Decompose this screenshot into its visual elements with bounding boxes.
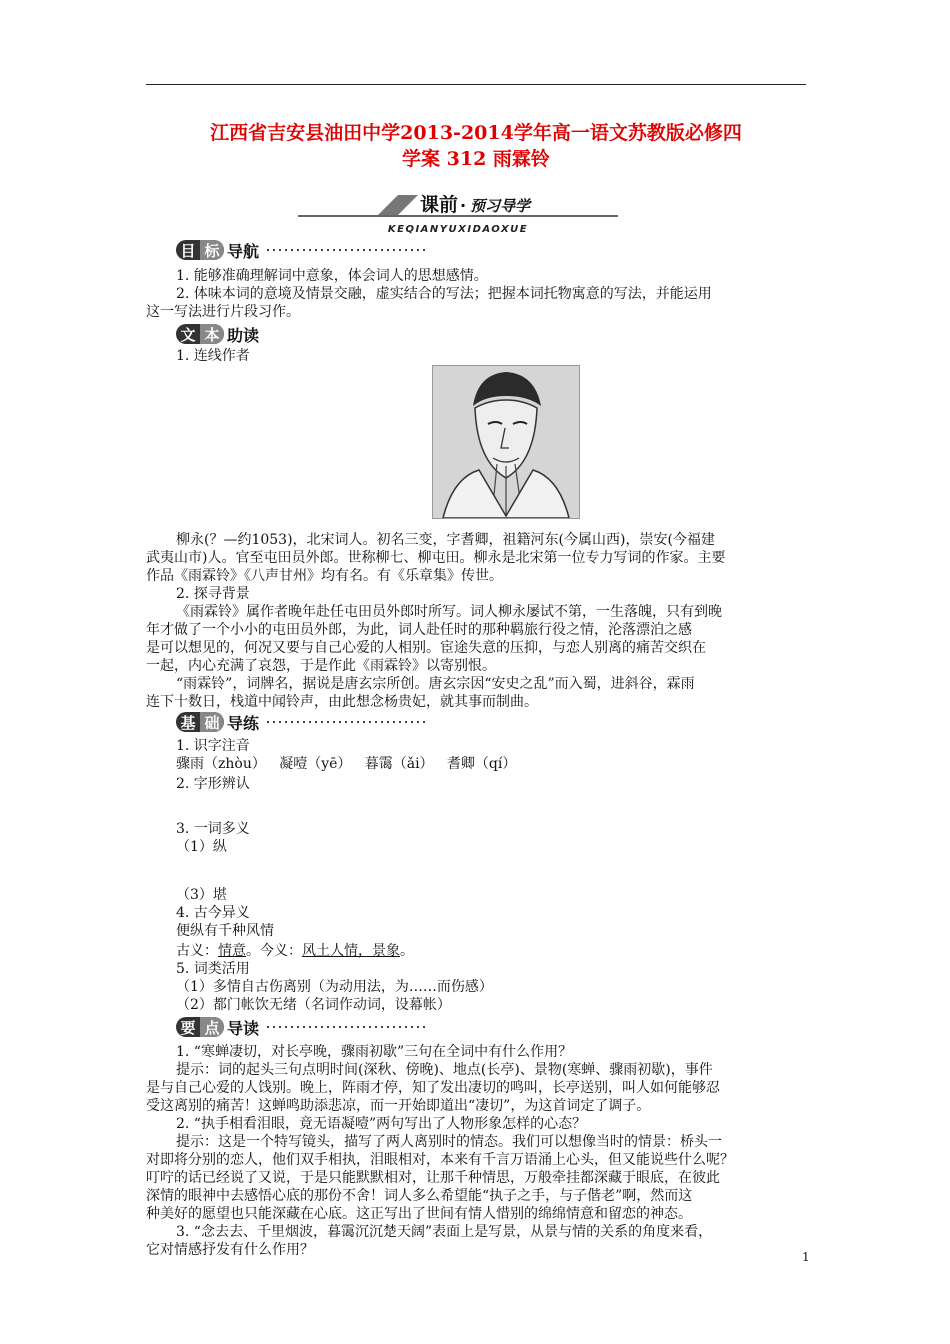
banner-dot: · bbox=[460, 196, 467, 215]
jin-label: 。今义： bbox=[246, 943, 302, 959]
basics-c2: （2）都门帐饮无绪（名词作动词，设幕帐） bbox=[176, 997, 451, 1013]
section-header-jichu bbox=[176, 711, 425, 733]
section-char: 文 bbox=[180, 325, 196, 344]
background-line-1: 《雨霖铃》属作者晚年赴任屯田员外郎时所写。词人柳永屡试不第，一生落魄，只有到晚 bbox=[176, 604, 722, 620]
background-line-4: 一起，内心充满了哀怨，于是作此《雨霖铃》以寄别恨。 bbox=[146, 658, 496, 674]
a2-line-2: 对即将分别的恋人，他们双手相执，泪眼相对，本来有千言万语涌上心头，但又能说些什么呢？ bbox=[146, 1152, 734, 1168]
background-line-2: 年才做了一个小小的屯田员外郎，为此，词人赴任时的那种羁旅行役之情，沦落漂泊之感 bbox=[146, 622, 692, 638]
preview-banner bbox=[298, 193, 618, 217]
basics-h5: 5. 词类活用 bbox=[176, 961, 250, 977]
section-header-yaodian bbox=[176, 1016, 425, 1038]
liu-yong-portrait bbox=[432, 365, 580, 519]
banner-pinyin: KEQIANYUXIDAOXUE bbox=[387, 224, 529, 235]
jin-value: 风土人情，景象 bbox=[302, 943, 400, 959]
document-title-line1: 江西省吉安县油田中学2013-2014学年高一语文苏教版必修四 bbox=[210, 122, 742, 144]
text-h2: 2. 探寻背景 bbox=[176, 586, 250, 602]
top-rule bbox=[146, 84, 806, 85]
section-char: 本 bbox=[200, 324, 224, 344]
section-title: 导读 bbox=[227, 1018, 260, 1038]
author-line-3: 作品《雨霖铃》《八声甘州》均有名。有《乐章集》传世。 bbox=[146, 568, 503, 584]
section-title: 助读 bbox=[227, 325, 260, 345]
goal-2b: 这一写法进行片段习作。 bbox=[146, 304, 300, 320]
author-line-2: 武夷山市)人。官至屯田员外郎。世称柳七、柳屯田。柳永是北宋第一位专力写词的作家。主要 bbox=[146, 550, 726, 566]
q3-line-2: 它对情感抒发有什么作用？ bbox=[146, 1242, 314, 1258]
a2-line-5: 种美好的愿望也只能深藏在心底。这正写出了世间有情人惜别的绵绵情意和留恋的神态。 bbox=[146, 1206, 692, 1222]
a1-line-1: 提示：词的起头三句点明时间(深秋、傍晚)、地点(长亭)、景物(寒蝉、骤雨初歇)，事件 bbox=[176, 1062, 713, 1078]
section-char: 标 bbox=[200, 240, 224, 260]
a1-line-3: 受这离别的痛苦！这蝉鸣助添悲凉，而一开始即道出“凄切”，为这首词定了调子。 bbox=[146, 1098, 651, 1114]
gujin-line bbox=[176, 942, 841, 961]
banner-sub: 预习导学 bbox=[470, 197, 531, 215]
section-char: 要 bbox=[180, 1018, 196, 1037]
basics-h1: 1. 识字注音 bbox=[176, 738, 250, 754]
gu-value: 情意 bbox=[218, 943, 246, 959]
basics-z1: （1）纵 bbox=[176, 839, 227, 855]
text-h1: 1. 连线作者 bbox=[176, 348, 250, 364]
gu-label: 古义： bbox=[176, 943, 218, 959]
dotted-divider bbox=[265, 718, 425, 726]
basics-h4: 4. 古今异义 bbox=[176, 905, 250, 921]
dotted-divider bbox=[265, 1023, 425, 1031]
section-title: 导航 bbox=[227, 241, 260, 261]
basics-c1: （1）多情自古伤离别（为动用法，为……而伤感） bbox=[176, 979, 493, 995]
author-line-1: 柳永(？—约1053)，北宋词人。初名三变，字耆卿，祖籍河东(今属山西)，崇安(今福建 bbox=[176, 532, 715, 548]
pinyin-line: 骤雨（zhòu） 凝噎（yē） 暮霭（ǎi） 耆卿（qí） bbox=[176, 756, 517, 772]
banner-main: 课前 bbox=[420, 194, 459, 216]
background-line-5: “雨霖铃”，词牌名，据说是唐玄宗所创。唐玄宗因“安史之乱”而入蜀，进斜谷，霖雨 bbox=[176, 676, 695, 692]
basics-z3: （3）堪 bbox=[176, 887, 227, 903]
section-char: 点 bbox=[200, 1017, 224, 1037]
background-line-6: 连下十数日，栈道中闻铃声，由此想念杨贵妃，就其事而制曲。 bbox=[146, 694, 538, 710]
section-header-mubiao bbox=[176, 239, 425, 261]
basics-h2: 2. 字形辨认 bbox=[176, 776, 250, 792]
section-header-wenben bbox=[176, 323, 259, 345]
q2: 2. “执手相看泪眼，竟无语凝噎”两句写出了人物形象怎样的心态？ bbox=[176, 1116, 587, 1132]
page-number: 1 bbox=[802, 1250, 810, 1264]
document-title-line2: 学案 312 雨霖铃 bbox=[402, 148, 550, 170]
a2-line-4: 深情的眼神中去感悟心底的那份不舍！词人多么希望能“执子之手，与子偕老”啊，然而这 bbox=[146, 1188, 693, 1204]
q1: 1. “寒蝉凄切，对长亭晚，骤雨初歇”三句在全词中有什么作用？ bbox=[176, 1044, 573, 1060]
a1-line-2: 是与自己心爱的人饯别。晚上，阵雨才停，知了发出凄切的鸣叫，长亭送别，叫人如何能够忍 bbox=[146, 1080, 720, 1096]
q3-line-1: 3. “念去去、千里烟波，暮霭沉沉楚天阔”表面上是写景，从景与情的关系的角度来看， bbox=[176, 1224, 713, 1240]
section-char: 础 bbox=[200, 712, 224, 732]
section-char: 目 bbox=[180, 241, 196, 260]
goal-2a: 2. 体味本词的意境及情景交融，虚实结合的写法；把握本词托物寓意的写法，并能运用 bbox=[176, 286, 712, 302]
goal-1: 1. 能够准确理解词中意象，体会词人的思想感情。 bbox=[176, 268, 488, 284]
dotted-divider bbox=[265, 246, 425, 254]
a2-line-3: 叮咛的话已经说了又说，于是只能默默相对，让那千种情思，万般牵挂都深藏于眼底，在彼此 bbox=[146, 1170, 720, 1186]
basics-h4-line: 便纵有千种风情 bbox=[176, 923, 274, 939]
gujin-end: 。 bbox=[400, 943, 414, 959]
section-title: 导练 bbox=[227, 713, 260, 733]
section-char: 基 bbox=[180, 713, 196, 732]
basics-h3: 3. 一词多义 bbox=[176, 821, 250, 837]
background-line-3: 是可以想见的，何况又要与自己心爱的人相别。宦途失意的压抑，与恋人别离的痛苦交织在 bbox=[146, 640, 706, 656]
a2-line-1: 提示：这是一个特写镜头，描写了两人离别时的情态。我们可以想像当时的情景：桥头一 bbox=[176, 1134, 722, 1150]
